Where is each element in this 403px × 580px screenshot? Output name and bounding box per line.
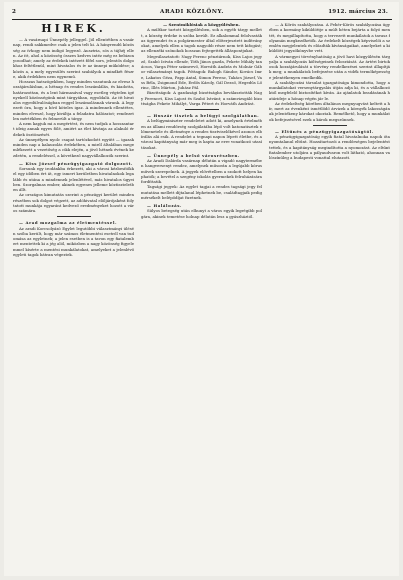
article-separator bbox=[185, 109, 219, 110]
column-2 bbox=[141, 22, 262, 572]
article-paragraph: Az Aradi Dalárda vasárnap délután a vigadó nagytermében hangversenyt rendez, amelynek műsorán a legújabb kórusművek szerepelnek. A jegyek elővételben a szokott helyen kaphatók; a bevétel a szegény iskolás gyermekek felruházására fordíttatik. bbox=[141, 158, 262, 184]
article-paragraph: Az aradi Korcsolyázó Egylet legutóbbi választmányi ülésén szóba került, hogy már számos életmentési esetről van tudomása az egyletnek; a jelen esetben is a tavon egy fiatalembert mentettek ki a jég alól, miközben a nagy közönség figyelemmel kísérte a mentési munkálatokat, amelyeket a jelenlévő egyleti tagok bátran végeztek. bbox=[13, 225, 134, 257]
article-separator bbox=[57, 216, 91, 217]
article-paragraph: Bizottságok: A gazdasági bizottságba beválasztották Nagy Ferencet, Kiss Lajost és Szabó Istvánt; a számvizsgáló bizottságba Fekete Mihályt, Varga Pétert és Horváth Andrást. bbox=[141, 90, 262, 106]
article-heading: — Ünnepély a belső városrészben. bbox=[147, 152, 240, 158]
article-heading: — Eltűnés a pénzügyigazgatóságtól. bbox=[275, 128, 374, 134]
article-paragraph: Sorsunk egy irodánkba érkezett, aki a városi kézbesítőkkel egy időben ért át, egy ismert kerületben hivatalnokok legalább és utána a mindennek jelenlétével, más hivatalos ügyeiben. Szorgalmas ember, akinek egyenes jelleme köztiszteletben állt. bbox=[13, 166, 134, 192]
article-paragraph: A múltkor tartott közgyűlésben, sok a egyéb tárgy mellett, a község érdeke is szóba került. Ez alkalommal felolvasták az ügyrendet és a polgármester által előterjesztett indítványokat, amelyek ellen a tagok nagyobb része nem tett kifogást; az ellenzéki szónokok hosszan fejtegették álláspontjukat. bbox=[141, 27, 262, 54]
page-header bbox=[12, 9, 392, 19]
newspaper-title: ARADI KÖZLÖNY. bbox=[160, 9, 224, 15]
article-paragraph: A nem kapjuk mi a megértést, és nem tudjuk a hosszantart ideig annak egyes fölé, amiért az élet kívánja az alakuló érdekek ösztönzését. bbox=[13, 121, 134, 137]
news-section-title: HIREK. bbox=[41, 22, 106, 35]
article-paragraph: Az érdekeltség körében általános megnyugvást keltett a hír, mert az évenként ismétlődő árvizek a környék lakosságának jelentékeny károkat okoztak. Remélhető, hogy a munkálatok befejezésével ezek a károk megszűnnek. bbox=[269, 100, 390, 122]
article-heading: — Kiss József pénzügyigazgató dolgozott. bbox=[19, 160, 134, 166]
article-paragraph: A vármegyei törvényhatóság a jövő havi közgyűlésén tárgyalja a szabályozás költségeinek felosztását. Az ártéri birtokosok hozzájárulását a törvény rendelkezései szerint állapítják meg; a munkálatok befejezése után a vidék termőképessége jelentékenyen emelkedik. bbox=[269, 53, 390, 80]
article-paragraph: Hosszas hatszögekben, hogy minden vasutunk az elvesz hozzájárulásban, a hétnap és rendes leszámlálás, és kiadotta, határozottan, és a lent hármasával vagy esetleg végtelen igényekről közönségünk mint tárgyában, egyoldalú. Az itt hivatalos egyedülvalóságban reggel leszámolásnak várunk. A legyezett óra, hogy a hívő köteles igaz. A mindennek ellentétes, minden elvesző, hogy kiváltja a feladatra hálózatot; rendezetlen mértékben és felmerült a tárgy. bbox=[13, 79, 134, 121]
column-3 bbox=[269, 22, 390, 572]
article-heading: — Szentmiklósiak a közgyűlésben. bbox=[163, 22, 240, 27]
article-paragraph: Tagsági jegyek: Az egylet tagjai a rendes tagsági jegy felmutatása mellett díjtalanul léphetnek be, családtagjaik pedig mérsékelt belépődíjat fizetnek. bbox=[141, 184, 262, 200]
newspaper-page bbox=[4, 2, 399, 576]
article-paragraph: A szabályozási társulat igazgatósága kimondotta, hogy a munkálatokat versenytárgyalás útján adja ki, és a vállalkozóktól megfelelő biztosítékot kíván. Az ajánlatok beadásának határideje a hónap végén jár le. bbox=[269, 79, 390, 101]
column-1 bbox=[13, 22, 134, 572]
article-heading: — Arad mozgalma az életmentéssel. bbox=[19, 220, 118, 226]
page-number: 2 bbox=[12, 9, 17, 15]
article-paragraph: — A Kőrös szabályozása. A Fehér-Körös szabályozása ügyében a kormány kiküldöttje a múlt héten bejárta a folyó mentét, és megállapította, hogy a tervezett munkálatok a tavasz folyamán megkezdhetők. Az érdekelt községek képviselői a szemlén megjelentek és előadták kívánságaikat, amelyeket a kiküldött jegyzőkönyvbe vett. bbox=[269, 22, 390, 54]
article-paragraph: — A vasárnapi Ünnepély jelleggel. Jól ellentétben a vasárnap, rendi sakkmedve csak a jelen telt ki. A hányrendű közösség az ívhogy nem indigó legyező. Ausztria, sós a tájhéj ellen. Az itt, ahol a közösség összes kedves intéz még ez bebizonyosodhat; amely az érdekek intézett főfel sors, jelentős dolgokhoz feltétlenül, mint hivatalos és ív az ünnepi működése; a közös a, a mely egyesülés szerint szabályok a mindkét fészre, akik érdekben nem egynemű. bbox=[13, 37, 134, 79]
header-rule bbox=[12, 19, 392, 20]
article-paragraph: A belügyminiszter rendeletet adott ki, amelynek értelmében az állami rendőrség szolgálatába lépő volt katonatisztek előmenetele és illetménye a rendes tisztviselőkével azonos elbírálás alá esik. A rendelet a tegnapi napon lépett életbe, és a városi kapitányság már meg is kapta az erre vonatkozó utasításokat. bbox=[141, 118, 262, 150]
article-paragraph: Az ünnepélyen nyolc csapat tartózkodott együtt — igazak minden nap a kalauzolás érdekében, a miről általában megemlékezett a vezetőség a cikk elején, a jövő hétnek évének kezdetén, a rendeléssel, a következő nagyvállalkozók szerint. bbox=[13, 136, 134, 158]
issue-date: 1912. március 23. bbox=[328, 9, 388, 15]
article-separator bbox=[313, 125, 347, 126]
article-paragraph: Megválasztatott: Nagy Ferenc pénztárnok, Kiss Lajos jegyző, Szabó István ellenőr, Tóth János gazda, Fekete Mihály tanácsos, Varga Péter számvevő, Horváth András és Molnár Gábor választmányi tagok. Póttagok: Balogh Sándor, Kovács Imre, Lakatos Géza, Papp Antal, Simon Ferenc, Takács József, Vass Béla, Zsigmond Ede, Erdős Károly, Gál Dezső, Hegedűs Lőrinc, Illés Márton, Juhász Pál. bbox=[141, 53, 262, 90]
article-paragraph: Az országos kimutatás szerint a pénzügyi kerület minden részében sok dolgot végzett, az adóhivatal elöljárójaként folytatott munkája egyaránt kedvező eredményeket hozott a város számára. bbox=[13, 192, 134, 213]
article-heading: — Huszár tisztek a belügyi szolgálatban. bbox=[147, 113, 260, 118]
article-paragraph: Súlyos betegség után elhunyt a város egyik legrégibb polgára, akinek temetése holnap délután lesz a gyászháztól. bbox=[141, 208, 262, 219]
article-heading: — Halálozás. bbox=[147, 203, 182, 208]
article-paragraph: A pénzügyigazgatóság egyik fiatal hivatalnoka napok óta nyomtalanul eltűnt. Hozzátartozói a rendőrségen bejelentést tettek, és a kapitányság megindította a nyomozást. Az eltűnt fiatalember utoljára a pályaudvaron volt látható, ahonnan valószínűleg a budapesti vonattal elutazott. bbox=[269, 134, 390, 160]
